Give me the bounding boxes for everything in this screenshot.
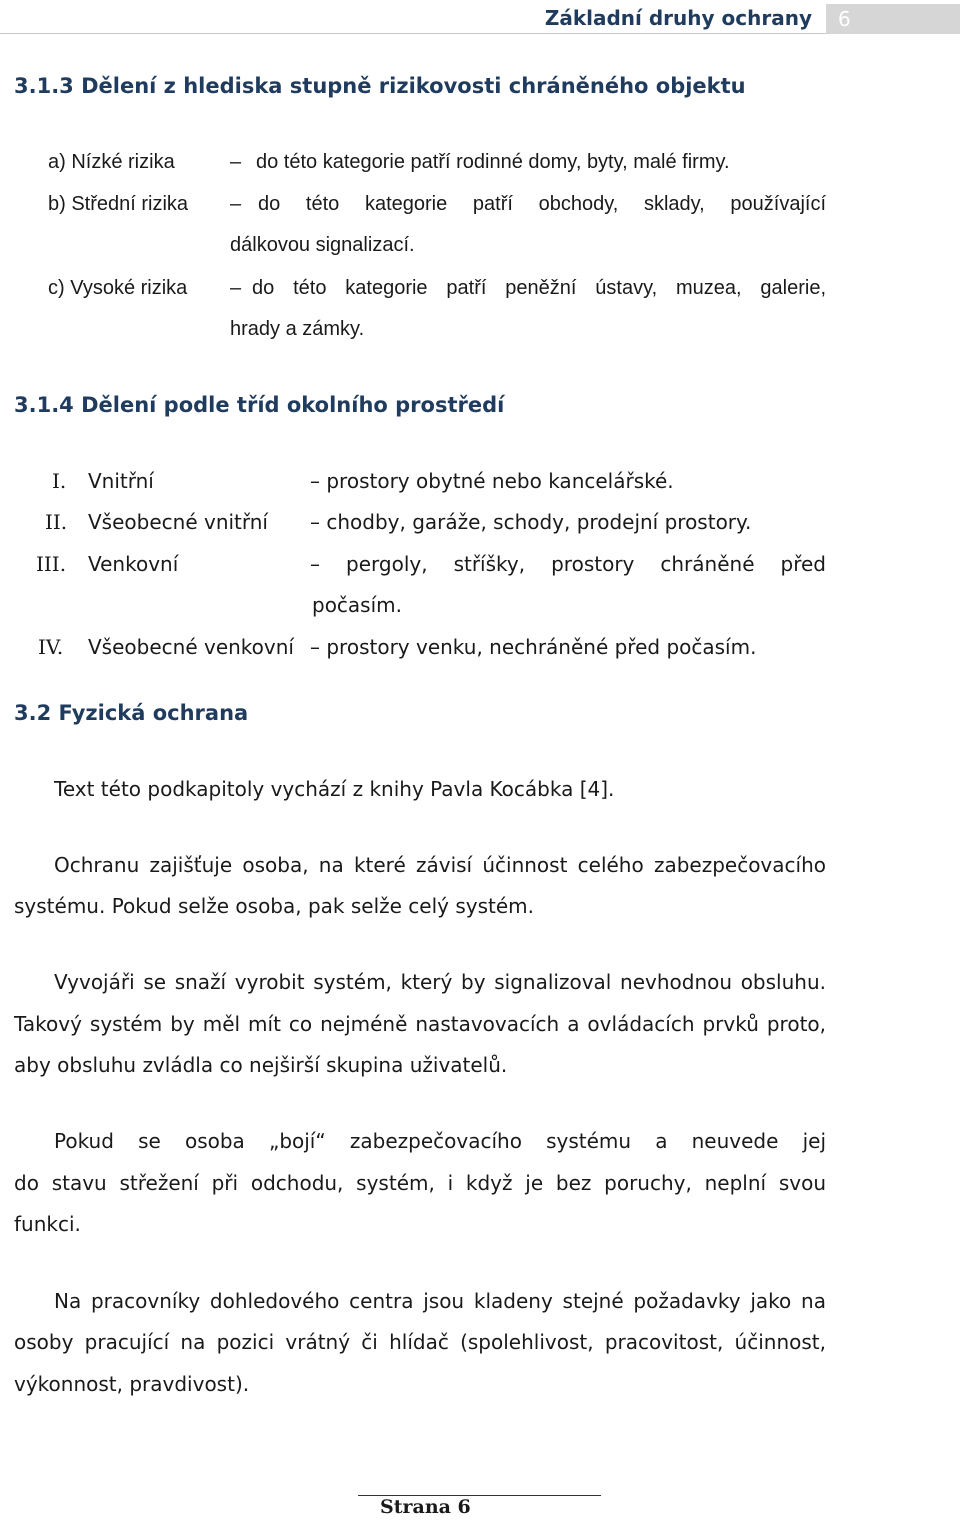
risk-item-text: do této kategorie patří peněžní ústavy, muzea, galerie, bbox=[252, 277, 826, 299]
risk-item-dash: – bbox=[230, 277, 242, 299]
paragraph-line: výkonnost, pravdivost). bbox=[14, 1372, 250, 1396]
paragraph-line: Na pracovníky dohledového centra jsou kladeny stejné požadavky jako na bbox=[54, 1289, 826, 1313]
paragraph-line: aby obsluhu zvládla co nejširší skupina uživatelů. bbox=[14, 1053, 508, 1077]
paragraph-line: osoby pracující na pozici vrátný či hlídač (spolehlivost, pracovitost, účinnost, bbox=[14, 1330, 826, 1354]
paragraph-line: Vyvojáři se snaží vyrobit systém, který by signalizoval nevhodnou obsluhu. bbox=[54, 970, 826, 994]
risk-item-dash: – bbox=[230, 151, 242, 173]
risk-item-label: c) Vysoké rizika bbox=[48, 277, 188, 299]
page-footer: Strana 6 bbox=[380, 1496, 471, 1518]
section-heading-3-1-3: 3.1.3 Dělení z hlediska stupně rizikovosti chráněného objektu bbox=[14, 74, 746, 98]
risk-item-label: b) Střední rizika bbox=[48, 193, 189, 215]
class-numeral: I. bbox=[52, 469, 67, 493]
header-divider bbox=[0, 33, 826, 34]
class-numeral: III. bbox=[36, 552, 67, 576]
class-label: Všeobecné venkovní bbox=[88, 635, 294, 659]
risk-item-continuation: hrady a zámky. bbox=[230, 318, 365, 340]
class-label: Venkovní bbox=[88, 552, 179, 576]
risk-item-label: a) Nízké rizika bbox=[48, 151, 175, 173]
class-text: – pergoly, stříšky, prostory chráněné před bbox=[310, 552, 826, 576]
class-label: Všeobecné vnitřní bbox=[88, 510, 268, 534]
class-continuation: počasím. bbox=[312, 593, 402, 617]
running-header-page-number: 6 bbox=[826, 4, 960, 34]
risk-item-text: do této kategorie patří obchody, sklady, používající bbox=[258, 193, 826, 215]
class-numeral: II. bbox=[45, 510, 68, 534]
class-text: – prostory obytné nebo kancelářské. bbox=[310, 469, 674, 493]
risk-item-continuation: dálkovou signalizací. bbox=[230, 234, 415, 256]
class-text: – prostory venku, nechráněné před počasím. bbox=[310, 635, 757, 659]
class-numeral: IV. bbox=[38, 635, 64, 659]
paragraph-line: do stavu střežení při odchodu, systém, i když je bez poruchy, neplní svou bbox=[14, 1171, 826, 1195]
running-header-title: Základní druhy ochrany bbox=[544, 6, 812, 30]
paragraph-line: Pokud se osoba „bojí“ zabezpečovacího systému a neuvede jej bbox=[54, 1129, 826, 1153]
section-heading-3-2: 3.2 Fyzická ochrana bbox=[14, 701, 249, 725]
paragraph-line: Text této podkapitoly vychází z knihy Pavla Kocábka [4]. bbox=[54, 777, 615, 801]
class-text: – chodby, garáže, schody, prodejní prostory. bbox=[310, 510, 752, 534]
paragraph-line: funkci. bbox=[14, 1212, 81, 1236]
class-label: Vnitřní bbox=[88, 469, 154, 493]
section-heading-3-1-4: 3.1.4 Dělení podle tříd okolního prostředí bbox=[14, 393, 505, 417]
paragraph-line: Takový systém by měl mít co nejméně nastavovacích a ovládacích prvků proto, bbox=[14, 1012, 826, 1036]
risk-item-text: do této kategorie patří rodinné domy, byty, malé firmy. bbox=[256, 151, 730, 173]
risk-item-dash: – bbox=[230, 193, 242, 215]
paragraph-line: systému. Pokud selže osoba, pak selže celý systém. bbox=[14, 894, 535, 918]
paragraph-line: Ochranu zajišťuje osoba, na které závisí účinnost celého zabezpečovacího bbox=[54, 853, 826, 877]
